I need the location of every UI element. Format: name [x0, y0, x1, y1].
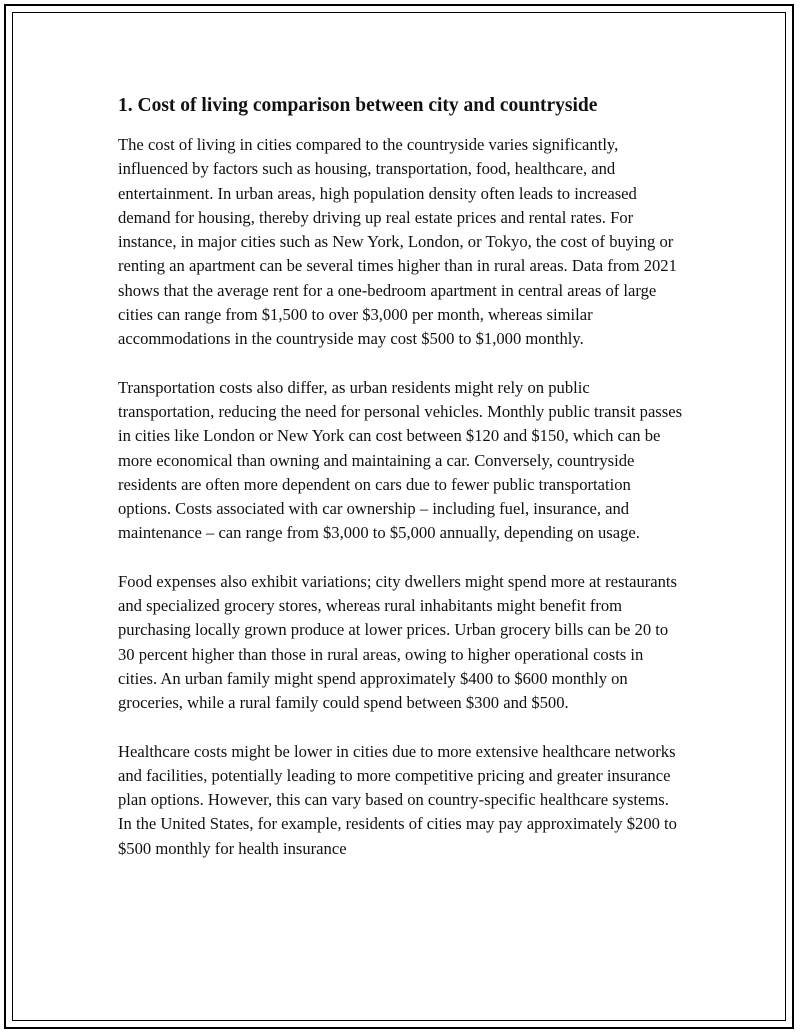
- paragraph-housing: The cost of living in cities compared to the countryside varies significantly, influenced by factors such as housing, transportation, food, healthcare, and entertainment. In urban areas, high population density often leads to increased demand for housing, thereby driving up real estate prices and rental rates. For instance, in major cities such as New York, London, or Tokyo, the cost of buying or renting an apartment can be several times higher than in rural areas. Data from 2021 shows that the average rent for a one-bedroom apartment in central areas of large cities can range from $1,500 to over $3,000 per month, whereas similar accommodations in the countryside may cost $500 to $1,000 monthly.: [118, 135, 677, 349]
- paragraph-transportation: Transportation costs also differ, as urban residents might rely on public transportation, reducing the need for personal vehicles. Monthly public transit passes in cities like London or New York can cost between $120 and $150, which can be more economical than owning and maintaining a car. Conversely, countryside residents are often more dependent on cars due to fewer public transportation options. Costs associated with car ownership – including fuel, insurance, and maintenance – can range from $3,000 to $5,000 annually, depending on usage.: [118, 377, 683, 543]
- paragraph-healthcare: Healthcare costs might be lower in cities due to more extensive healthcare networks and facilities, potentially leading to more competitive pricing and greater insurance plan options. However, this can vary based on country-specific healthcare systems. In the United States, for example, residents of cities may pay approximately $200 to $500 monthly for health insurance: [118, 741, 677, 858]
- document-body: [118, 93, 684, 885]
- section-heading: 1. Cost of living comparison between city and countryside: [118, 95, 598, 116]
- paragraph-food: Food expenses also exhibit variations; city dwellers might spend more at restaurants and specialized grocery stores, whereas rural inhabitants might benefit from purchasing locally grown produce at lower prices. Urban grocery bills can be 20 to 30 percent higher than those in rural areas, owing to higher operational costs in cities. An urban family might spend approximately $400 to $600 monthly on groceries, while a rural family could spend between $300 and $500.: [118, 571, 677, 713]
